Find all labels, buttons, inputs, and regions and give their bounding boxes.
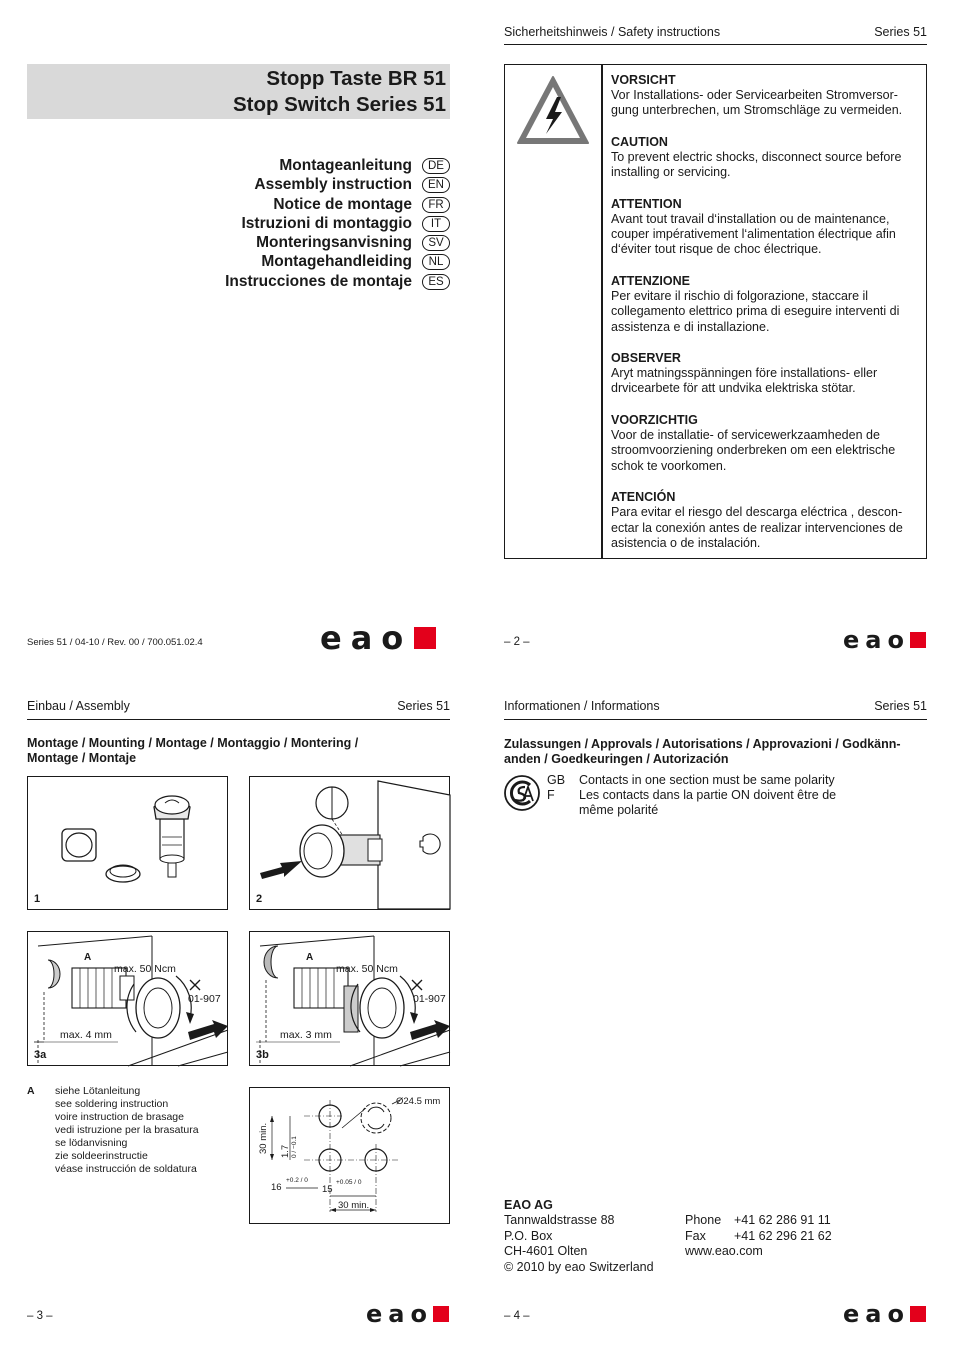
dim-30min-vertical: 30 min. bbox=[258, 1122, 269, 1154]
company-name: EAO AG bbox=[504, 1198, 553, 1212]
website-link[interactable]: www.eao.com bbox=[685, 1244, 763, 1259]
logo-square bbox=[433, 1306, 449, 1322]
company-address: EAO AG Tannwaldstrasse 88 P.O. Box CH-4601 Olten © 2010 by eao Switzerland bbox=[504, 1198, 654, 1274]
label-a: A bbox=[306, 952, 314, 963]
max-3mm-label: max. 3 mm bbox=[280, 1029, 332, 1041]
figure-2-drawing bbox=[250, 777, 451, 911]
cutout-dimensions-figure bbox=[249, 1087, 450, 1224]
dim-1-7: 1.7 bbox=[280, 1144, 291, 1158]
eao-logo: eao bbox=[843, 1300, 926, 1328]
label-a: A bbox=[84, 952, 92, 963]
language-item: Montagehandleiding NL bbox=[261, 253, 450, 272]
cutout-dimensions-drawing bbox=[250, 1088, 451, 1225]
page2-header-rule bbox=[504, 44, 927, 45]
warning-text-column: VORSICHT Vor Installations- oder Servicearbeiten Stromversor-gung unterbrechen, um Stromschläge zu vermeiden. CAUTION To prevent electric shocks, disconnect source before installing or servicing. ATTENTION Avant tout travail d‘installation ou de maintenance, couper impérativement l‘alimentation électrique afin d‘éviter tout risque de choc électrique. ATTENZIONE Per evitare il rischio di folgorazione, staccare il collegamento elettrico prima di eseguire interventi di assistenza e di installazione. OBSERVER Aryt matningsspänningen före installations- eller drvicearbete för att undvika elektriska stötar. VOORZICHTIG Voor de installatie- of servicewerkzaamheden de stroomvoorziening onderbreken om een elektrische schok te voorkomen. ATENCIÓN Para evitar el riesgo del descarga eléctrica , descon-ectar la conexión antes de realizar intervenciones de asistencia o de instalación. bbox=[611, 73, 903, 550]
tool-number: 01-907 bbox=[188, 993, 221, 1005]
approvals-section-title: Zulassungen / Approvals / Autorisations / Approvazioni / Godkänn- anden / Goedkeuringen / Autorización bbox=[504, 737, 901, 766]
page3-header-left: Einbau / Assembly bbox=[27, 699, 130, 713]
note-a-text: siehe Lötanleitung see soldering instruction voire instruction de brasage vedi istruzione per la brasatura se lödanvisning zie soldeerinstructie véase instrucción de soldatura bbox=[55, 1085, 199, 1175]
page1-footer: Series 51 / 04-10 / Rev. 00 / 700.051.02.4 bbox=[27, 637, 203, 648]
warning-divider bbox=[601, 65, 603, 558]
logo-square bbox=[910, 632, 926, 648]
language-item: Assembly instruction EN bbox=[254, 176, 450, 195]
approval-codes: GB F bbox=[547, 773, 566, 802]
dim-15-tolerance: +0.05 / 0 bbox=[336, 1179, 362, 1186]
language-item: Istruzioni di montaggio IT bbox=[242, 215, 451, 234]
page3-header-right: Series 51 bbox=[397, 699, 450, 713]
eao-logo: eao bbox=[366, 1300, 449, 1328]
dim-15: 15 bbox=[322, 1184, 333, 1195]
page2-header-right: Series 51 bbox=[874, 25, 927, 39]
contact-numbers bbox=[734, 1213, 832, 1244]
dim-16: 16 bbox=[271, 1182, 282, 1193]
diameter-label: Ø24.5 mm bbox=[396, 1096, 441, 1107]
figure-3a-drawing bbox=[28, 932, 229, 1067]
page4-header-right: Series 51 bbox=[874, 699, 927, 713]
eao-logo: eao bbox=[320, 619, 436, 657]
contact-labels: Phone Fax www.eao.com bbox=[685, 1213, 763, 1259]
language-item: Notice de montage FR bbox=[273, 195, 450, 214]
logo-square bbox=[910, 1306, 926, 1322]
safety-warning-box bbox=[504, 64, 927, 559]
figure-2-number: 2 bbox=[256, 893, 263, 905]
language-item: Monteringsanvisning SV bbox=[256, 234, 450, 253]
page4-header-rule bbox=[504, 719, 927, 720]
language-item: Instrucciones de montaje ES bbox=[225, 272, 450, 291]
figure-1 bbox=[27, 776, 228, 910]
torque-label: max. 50 Ncm bbox=[114, 963, 176, 975]
phone-number: +41 62 286 91 11 bbox=[734, 1213, 831, 1228]
tool-icon bbox=[412, 980, 422, 990]
eao-logo: eao bbox=[843, 626, 926, 654]
page2-header-left: Sicherheitshinweis / Safety instructions bbox=[504, 25, 721, 39]
figure-3a bbox=[27, 931, 228, 1066]
figure-3b-number: 3b bbox=[256, 1049, 269, 1061]
page4-footer: – 4 – bbox=[504, 1310, 530, 1322]
page4-header-left: Informationen / Informations bbox=[504, 699, 660, 713]
logo-square bbox=[414, 627, 436, 649]
dim-30min-horizontal: 30 min. bbox=[338, 1200, 370, 1211]
page3-header-rule bbox=[27, 719, 450, 720]
tool-icon bbox=[190, 980, 200, 990]
approval-notes: Contacts in one section must be same polarity Les contacts dans la partie ON doivent être de même polarité bbox=[579, 773, 837, 817]
tool-number: 01-907 bbox=[413, 993, 446, 1005]
figure-3b bbox=[249, 931, 450, 1066]
page3-footer: – 3 – bbox=[27, 1310, 53, 1322]
title-box bbox=[27, 64, 450, 119]
dim-1-7-tolerance: 0 / −0.1 bbox=[291, 1136, 298, 1158]
fax-number: +41 62 296 21 62 bbox=[734, 1228, 832, 1243]
torque-label: max. 50 Ncm bbox=[336, 963, 398, 975]
mounting-section-title: Montage / Mounting / Montage / Montaggio / Montering / Montage / Montaje bbox=[27, 736, 359, 765]
figure-1-number: 1 bbox=[34, 893, 41, 905]
figure-2 bbox=[249, 776, 450, 910]
language-item: Montageanleitung DE bbox=[279, 156, 450, 175]
dim-16-tolerance: +0.2 / 0 bbox=[286, 1177, 308, 1184]
figure-1-drawing bbox=[28, 777, 229, 911]
title-de: Stopp Taste BR 51 bbox=[266, 67, 446, 90]
max-4mm-label: max. 4 mm bbox=[60, 1029, 112, 1041]
note-a-label: A bbox=[27, 1085, 35, 1097]
figure-3b-drawing bbox=[250, 932, 451, 1067]
figure-3a-number: 3a bbox=[34, 1049, 47, 1061]
title-en: Stop Switch Series 51 bbox=[232, 93, 446, 116]
page2-footer: – 2 – bbox=[504, 636, 530, 648]
high-voltage-warning-icon bbox=[513, 71, 593, 151]
csa-certification-icon bbox=[503, 774, 541, 812]
